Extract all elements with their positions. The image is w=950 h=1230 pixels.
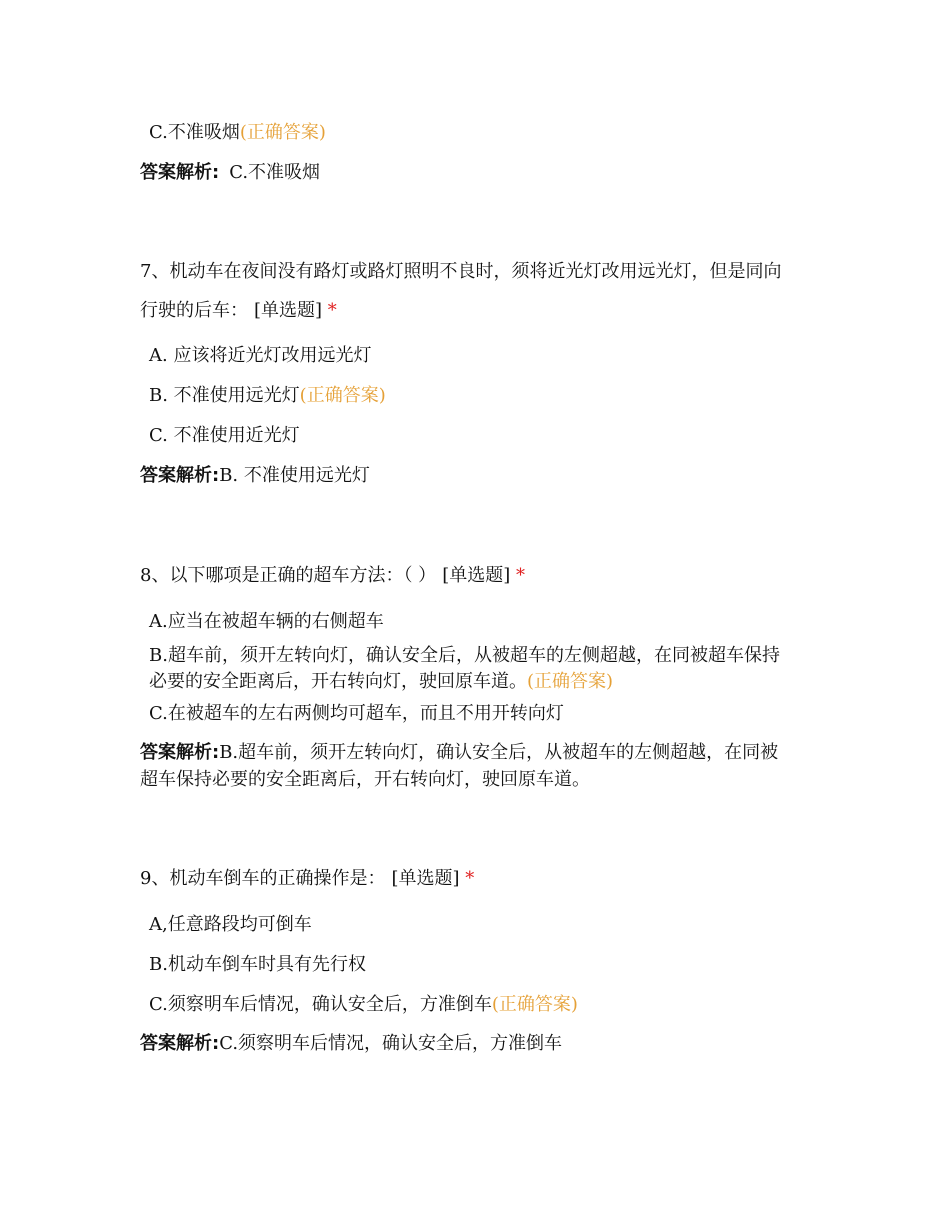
q6-option-c-text: C.不准吸烟 <box>149 122 240 143</box>
q8-analysis-text: B.超车前，须开左转向灯，确认安全后，从被超车的左侧超越，在同被 <box>219 742 779 763</box>
q9-question-text: 9、机动车倒车的正确操作是： <box>140 868 386 889</box>
analysis-label: 答案解析: <box>140 162 220 183</box>
analysis-label: 答案解析: <box>140 1033 220 1054</box>
q7-analysis-text: B. 不准使用远光灯 <box>219 465 370 486</box>
correct-answer-tag: (正确答案) <box>491 994 578 1015</box>
question-type-badge: [单选题] <box>442 565 511 586</box>
q8-analysis-line1 <box>140 741 820 765</box>
q9-analysis-text: C.须察明车后情况，确认安全后，方准倒车 <box>219 1033 563 1054</box>
q7-option-c: C. 不准使用近光灯 <box>149 425 300 446</box>
required-marker: * <box>327 300 337 321</box>
q6-analysis <box>140 161 820 185</box>
correct-answer-tag: (正确答案) <box>239 122 326 143</box>
q8-option-b-text: 必要的安全距离后，开右转向灯，驶回原车道。 <box>149 671 527 692</box>
q9-option-b: B.机动车倒车时具有先行权 <box>149 954 366 975</box>
q7-question-line2 <box>140 299 820 323</box>
q8-option-b-line2 <box>149 670 829 694</box>
analysis-label: 答案解析: <box>140 742 220 763</box>
q8-option-c: C.在被超车的左右两侧均可超车，而且不用开转向灯 <box>149 703 564 724</box>
q6-option-c <box>149 121 829 145</box>
q9-question <box>140 867 820 891</box>
q8-option-a: A.应当在被超车辆的右侧超车 <box>149 611 384 632</box>
q8-question <box>140 564 820 588</box>
q8-analysis-line2: 超车保持必要的安全距离后，开右转向灯，驶回原车道。 <box>140 769 590 790</box>
q7-option-b <box>149 384 829 408</box>
question-type-badge: [单选题] <box>391 868 460 889</box>
q9-option-c-text: C.须察明车后情况，确认安全后，方准倒车 <box>149 994 492 1015</box>
q9-option-c <box>149 993 829 1017</box>
q6-analysis-text: C.不准吸烟 <box>229 162 321 183</box>
required-marker: * <box>515 565 525 586</box>
question-type-badge: [单选题] <box>254 300 323 321</box>
correct-answer-tag: (正确答案) <box>527 671 614 692</box>
q8-question-text: 8、以下哪项是正确的超车方法：（ ） <box>140 565 437 586</box>
q9-analysis <box>140 1032 820 1056</box>
q9-option-a: A,任意路段均可倒车 <box>149 914 312 935</box>
required-marker: * <box>465 868 475 889</box>
q8-option-b-line1: B.超车前，须开左转向灯，确认安全后，从被超车的左侧超越，在同被超车保持 <box>149 645 780 666</box>
q7-option-a: A. 应该将近光灯改用远光灯 <box>149 345 372 366</box>
analysis-label: 答案解析: <box>140 465 220 486</box>
q7-question-text: 行驶的后车： <box>140 300 248 321</box>
correct-answer-tag: (正确答案) <box>299 385 386 406</box>
q7-question-line1: 7、机动车在夜间没有路灯或路灯照明不良时，须将近光灯改用远光灯，但是同向 <box>140 261 782 282</box>
q7-option-b-text: B. 不准使用远光灯 <box>149 385 300 406</box>
q7-analysis <box>140 464 820 488</box>
